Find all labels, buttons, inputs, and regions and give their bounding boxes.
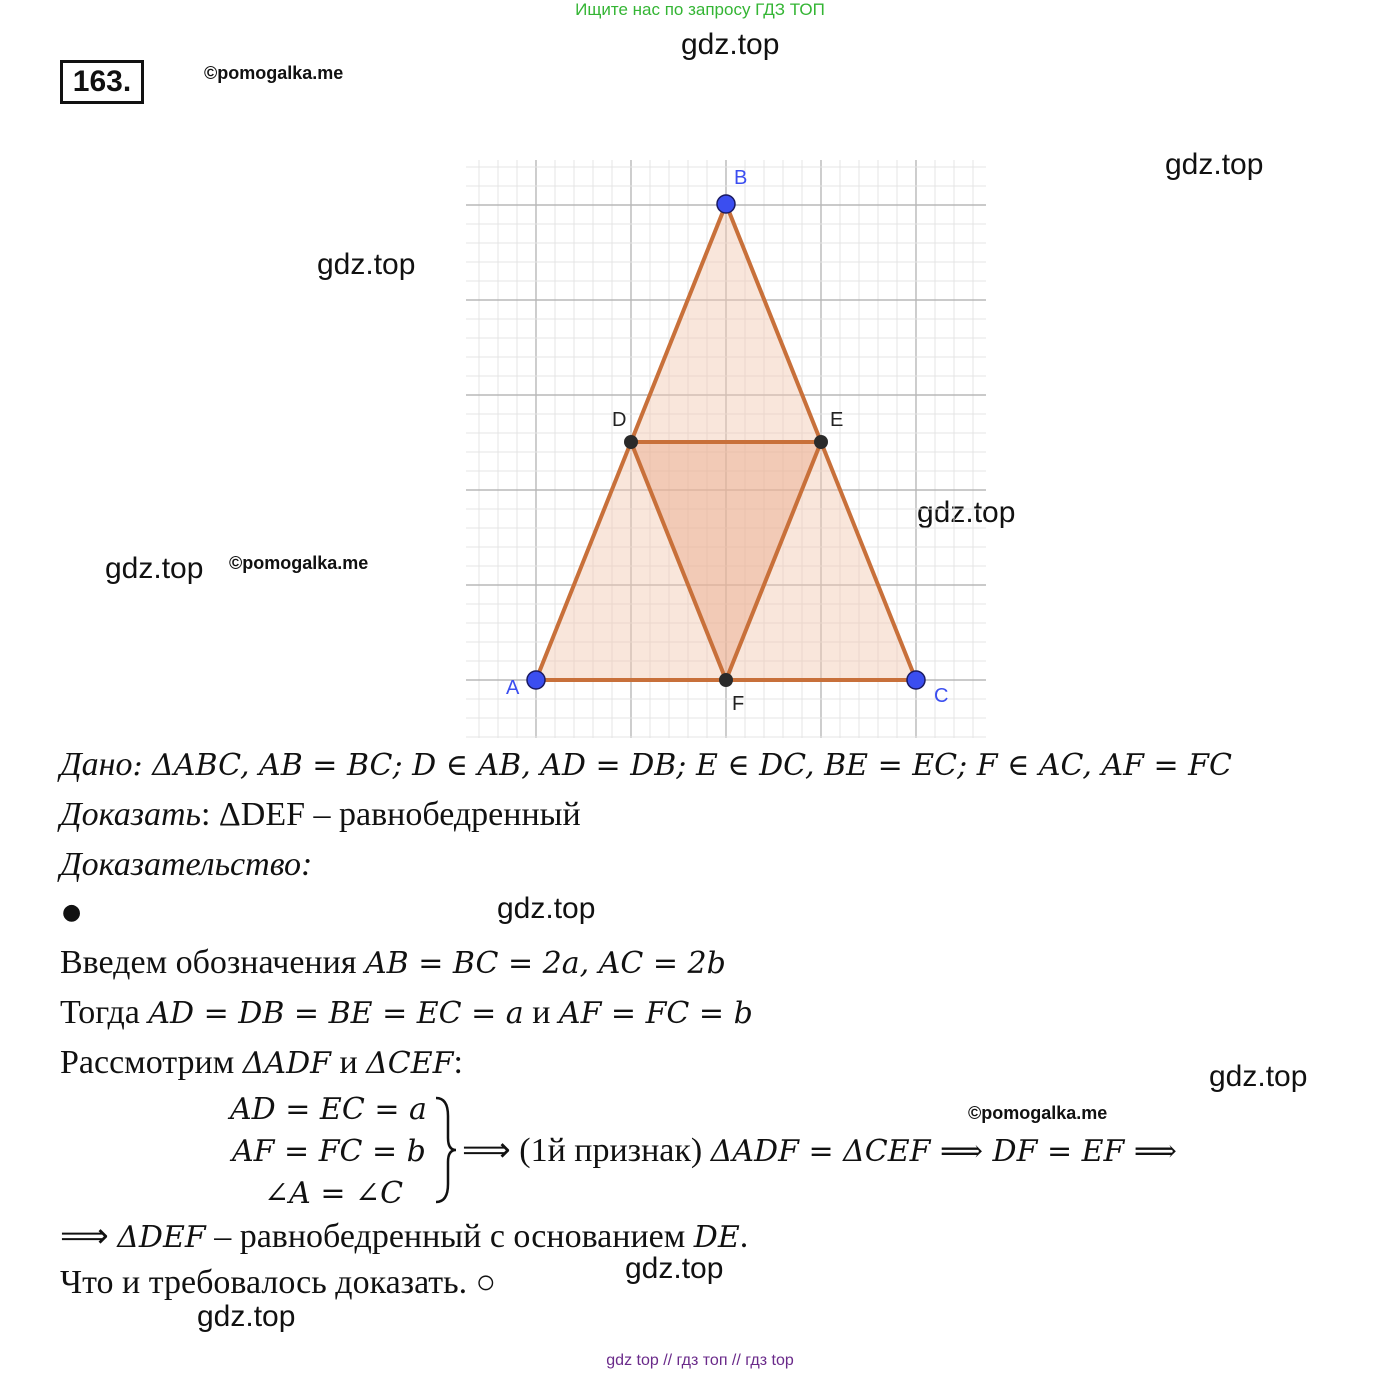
result-dot: . [739,1218,749,1255]
notation-line [60,944,726,982]
top-search-link[interactable]: Ищите нас по запросу ГДЗ ТОП [575,0,825,19]
given-label: Дано [60,746,133,783]
then-and: и [523,994,559,1031]
consider-colon: : [453,1044,463,1081]
vertex-b [717,195,735,213]
then-math-2: AF = FC = b [558,996,753,1031]
then-math-1: AD = DB = BE = EC = a [148,996,524,1031]
brace [434,1096,458,1211]
then-text: Тогда [60,994,149,1031]
system-row-3: ∠A = ∠C [264,1176,404,1211]
prove-text: : ΔDEF – равнобедренный [200,796,581,833]
label-b: B [734,167,748,189]
vertex-a [527,671,545,689]
result-line [60,1216,748,1256]
label-e: E [830,409,844,431]
watermark-gdz: gdz.top [917,496,1016,529]
proof-label: Доказательство: [60,846,313,883]
given-line [60,746,1232,784]
result-arrow: ⟹ [60,1218,118,1255]
watermark-gdz: gdz.top [1165,148,1264,181]
watermark-gdz: gdz.top [105,552,204,585]
label-a: A [506,677,520,699]
result-text: – равнобедренный с основанием [205,1218,694,1255]
system-row-2: AF = FC = b [232,1134,426,1169]
system-row-1: AD = EC = a [230,1092,427,1127]
point-d [624,435,638,449]
watermark-pomogalka: ©pomogalka.me [968,1103,1108,1123]
watermark-gdz: gdz.top [317,248,416,281]
consider-line [60,1044,463,1082]
point-e [814,435,828,449]
watermark-pomogalka: ©pomogalka.me [229,553,369,573]
conclusion-text: ⟹ (1й признак) [462,1132,711,1169]
watermark-gdz: gdz.top [625,1252,724,1285]
vertex-c [907,671,925,689]
consider-tri-2: ΔCEF [366,1046,454,1081]
prove-line [60,796,581,834]
conclusion-math: ΔADF = ΔCEF ⟹ DF = EF ⟹ [710,1134,1177,1169]
footer-links[interactable]: gdz top // гдз топ // гдз top [606,1352,794,1369]
conclusion-line [462,1130,1177,1170]
result-base: DE [693,1220,740,1255]
triangle-figure [466,160,986,738]
problem-number: 163. [60,60,144,104]
result-tri: ΔDEF [117,1220,206,1255]
watermark-gdz: gdz.top [1209,1060,1308,1093]
consider-tri-1: ΔADF [242,1046,331,1081]
prove-label: Доказать [60,796,201,833]
label-f: F [732,693,745,715]
notation-math: AB = BC = 2a, AC = 2b [364,946,726,981]
label-d: D [612,409,627,431]
consider-text: Рассмотрим [60,1044,243,1081]
consider-and: и [330,1044,367,1081]
label-c: C [934,685,949,707]
watermark-gdz: gdz.top [681,28,780,61]
point-f [719,673,733,687]
qed-line: Что и требовалось доказать. ○ [60,1264,497,1301]
given-math: : ΔABC, AB = BC; D ∈ AB, AD = DB; E ∈ DC, BE = EC; F ∈ AC, AF = FC [132,748,1232,783]
watermark-gdz: gdz.top [197,1300,296,1333]
notation-text: Введем обозначения [60,944,365,981]
then-line [60,994,753,1032]
watermark-gdz: gdz.top [497,892,596,925]
copyright-label: ©pomogalka.me [204,63,344,83]
bullet: ● [62,900,82,925]
